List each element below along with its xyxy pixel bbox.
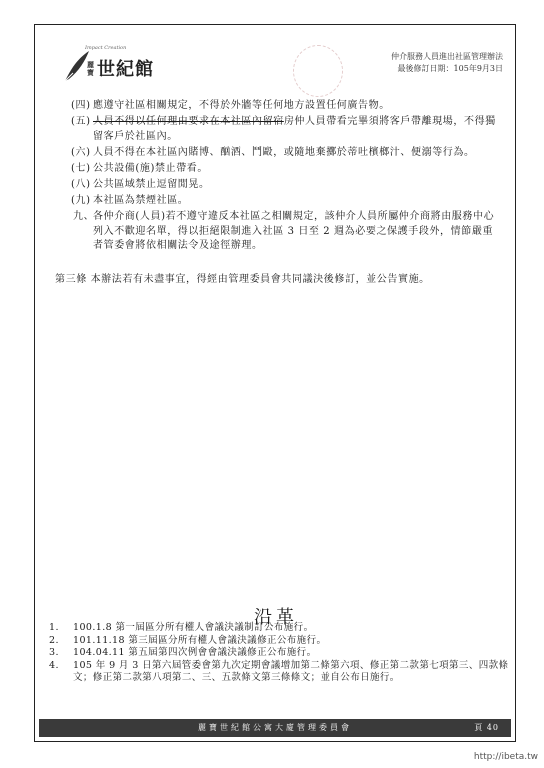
document-title-block xyxy=(391,51,503,75)
list-item xyxy=(55,146,503,161)
section-nine xyxy=(55,210,503,254)
item-marker: (七) xyxy=(71,162,91,174)
item-marker: (五) xyxy=(71,116,91,127)
item-marker: (六) xyxy=(71,146,91,158)
logo-tagline: Impact Creation xyxy=(85,45,127,51)
site-watermark: http://ibeta.tw xyxy=(473,752,538,762)
seal-stamp xyxy=(293,45,343,97)
history-number: 4. xyxy=(49,659,59,671)
item-text: 房仲人員帶看完畢須將客戶帶離現場，不得獨留客戶於社區內。 xyxy=(93,116,496,142)
page-header xyxy=(63,43,503,93)
logo-brand-main: 世紀館 xyxy=(97,59,154,80)
history-text: 100.1.8 第一屆區分所有權人會議決議制訂公布施行。 xyxy=(73,622,314,633)
struck-text: 人員不得以任何理由要求在本社區內留宿 xyxy=(93,116,284,127)
history-text: 104.04.11 第五屆第四次例會會議決議修正公布施行。 xyxy=(73,647,317,658)
list-item xyxy=(55,115,503,144)
history-row xyxy=(49,647,509,660)
history-heading: 沿革 xyxy=(254,607,298,628)
history-text: 105 年 9 月 3 日第六屆管委會第九次定期會議增加第二條第六項、修正第二款第七項第三、四款條文；修正第二款第八項第二、三、五款條文第三條條文；並自公布日施行。 xyxy=(73,659,509,683)
item-marker: (八) xyxy=(71,178,91,190)
item-marker: (四) xyxy=(71,100,91,111)
list-item xyxy=(55,162,503,177)
page-number: 頁 40 xyxy=(474,723,499,732)
list-item xyxy=(55,194,503,209)
document-page xyxy=(34,24,516,742)
logo-brand-small: 麗寶 xyxy=(87,60,94,77)
history-number: 2. xyxy=(49,634,59,646)
article-three: 第三條 本辦法若有未盡事宜，得經由管理委員會共同議決後修訂，並公告實施。 xyxy=(55,273,430,285)
list-item xyxy=(55,178,503,193)
item-text: 人員不得在本社區內賭博、酗酒、鬥毆，或隨地棄擲於蒂吐檳榔汁、便溺等行為。 xyxy=(93,146,475,158)
history-row xyxy=(49,635,509,648)
item-text: 本社區為禁煙社區。 xyxy=(93,194,189,206)
page-footer xyxy=(39,719,511,737)
item-text: 應遵守社區相關規定，不得於外牆等任何地方設置任何廣告物。 xyxy=(93,100,390,111)
footer-organization: 麗寶世紀館公寓大廈管理委員會 xyxy=(198,723,352,732)
history-list xyxy=(49,622,509,685)
list-item xyxy=(55,99,503,114)
history-row xyxy=(49,660,509,685)
history-row xyxy=(49,622,509,635)
item-marker: (九) xyxy=(71,194,91,206)
item-text: 公共設備(施)禁止帶看。 xyxy=(93,162,209,174)
history-number: 1. xyxy=(49,622,59,633)
history-number: 3. xyxy=(49,647,59,658)
item-text: 公共區域禁止逗留閒晃。 xyxy=(93,178,210,190)
history-text: 101.11.18 第三屆區分所有權人會議決議修正公布施行。 xyxy=(73,634,327,646)
section-text: 各仲介商(人員)若不遵守違反本社區之相關規定，該仲介人員所屬仲介商將由服務中心列入不歡迎名單，得以拒絕限制進入社區 3 日至 2 週為必要之保護手段外，情節嚴重者管委會將依相關法令及途徑辦理。 xyxy=(93,211,495,251)
regulation-body xyxy=(55,99,503,287)
section-marker: 九、 xyxy=(73,211,95,222)
document-title: 仲介服務人員進出社區管理辦法 xyxy=(391,52,503,61)
company-logo xyxy=(63,43,173,87)
revision-date: 最後修訂日期：105年9月3日 xyxy=(397,64,503,73)
